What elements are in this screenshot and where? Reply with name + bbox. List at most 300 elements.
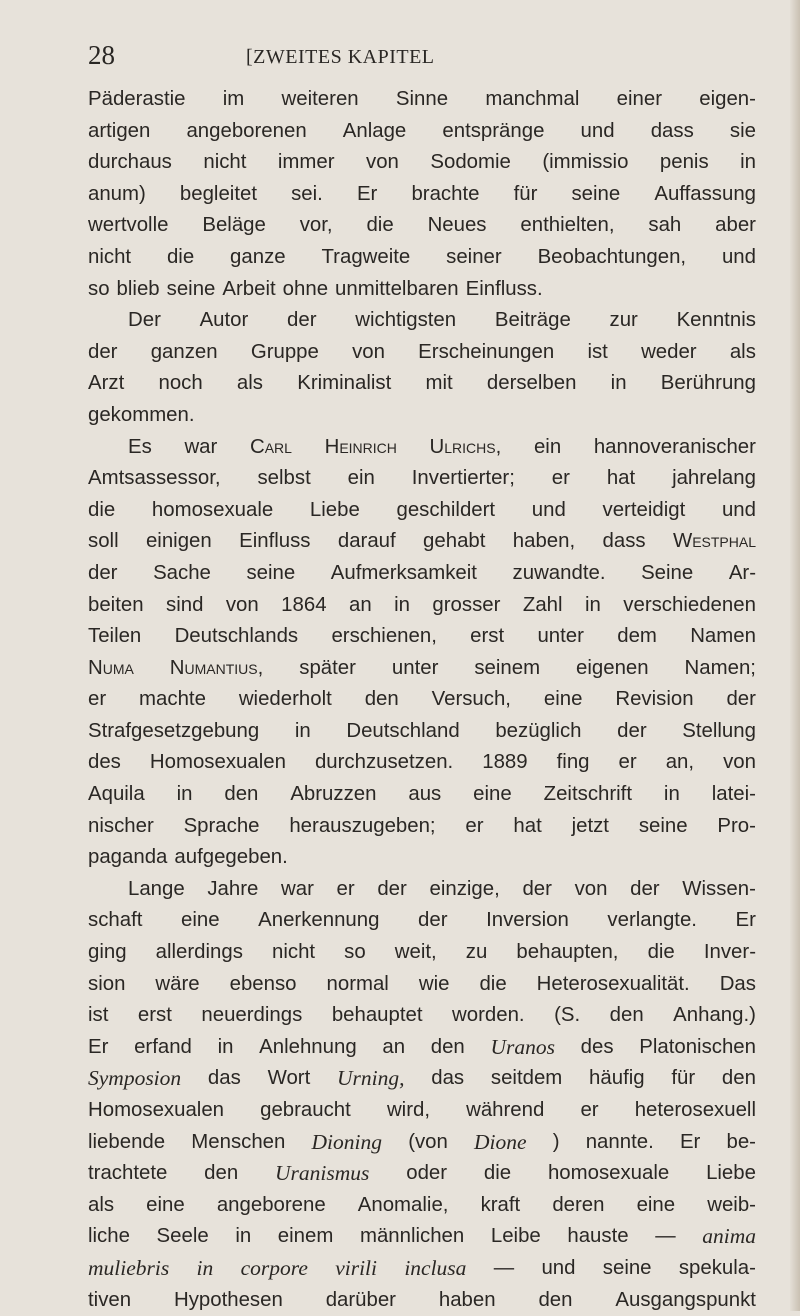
running-head: [ZWEITES KAPITEL — [246, 46, 435, 68]
word: von — [366, 151, 399, 174]
word: in — [394, 593, 410, 616]
text-line — [88, 84, 756, 116]
word: mit — [425, 372, 453, 395]
word: Seele — [156, 1225, 209, 1248]
word: er — [618, 751, 637, 774]
word: den — [721, 1067, 756, 1090]
word: wiederholt — [238, 688, 332, 711]
word: Versuch, — [431, 688, 511, 711]
word: Er — [356, 182, 378, 205]
word: er — [580, 1099, 599, 1121]
word: ging — [88, 941, 127, 964]
word: eine — [636, 1193, 676, 1216]
word: allerdings — [155, 941, 243, 964]
text-line — [88, 1221, 756, 1253]
word: eine — [180, 909, 220, 932]
word: Strafgesetzgebung — [88, 719, 260, 742]
word: haben, — [512, 530, 576, 553]
text-line — [88, 590, 756, 622]
word: Einfluss — [239, 530, 311, 553]
page-edge-shadow — [790, 0, 800, 1311]
word: eine — [473, 783, 512, 806]
word: unter — [391, 656, 439, 679]
word: ein — [347, 467, 375, 490]
word: nicht — [272, 941, 316, 964]
word: Autor — [199, 309, 249, 332]
word: latei- — [711, 783, 756, 806]
word: wichtigsten — [355, 309, 457, 332]
word: bezüglich — [495, 719, 582, 742]
word: noch — [158, 372, 203, 395]
word: spekula- — [678, 1256, 756, 1279]
text-line — [88, 1095, 756, 1127]
word: von — [352, 340, 385, 363]
word: Numantius, — [169, 656, 264, 679]
word: Ausgangspunkt — [615, 1288, 756, 1311]
word: Menschen — [191, 1130, 286, 1153]
word: Abruzzen — [290, 783, 377, 806]
word: Symposion — [88, 1066, 182, 1091]
word: jetzt — [571, 814, 609, 837]
word: nicht — [203, 151, 247, 174]
word: in — [584, 593, 601, 616]
word: weib- — [707, 1193, 756, 1216]
word: als — [729, 340, 756, 363]
word: Einfluss. — [465, 277, 543, 300]
word: trachtete — [88, 1162, 168, 1185]
word: verschiedenen — [623, 593, 756, 616]
word: Deutschland — [346, 719, 460, 742]
word: Zahl — [522, 593, 563, 616]
word: in — [176, 783, 193, 806]
word: artigen — [88, 119, 151, 142]
word: Arzt — [88, 372, 125, 395]
word: Numa — [88, 656, 134, 679]
word: der — [522, 877, 552, 900]
word: gekommen. — [88, 403, 195, 426]
word: sion — [88, 972, 126, 995]
word: Urning, — [337, 1066, 405, 1091]
word: (immissio — [542, 151, 629, 174]
word: Lange — [128, 877, 185, 900]
word: des — [580, 1035, 614, 1058]
text-line — [88, 179, 756, 211]
text-line — [88, 905, 756, 937]
word: Leibe — [490, 1225, 541, 1248]
word: Kriminalist — [297, 372, 392, 395]
word: das — [431, 1067, 465, 1090]
word: den — [430, 1035, 465, 1058]
word: so — [88, 277, 110, 300]
text-line — [88, 811, 756, 843]
word: Wissen- — [682, 877, 756, 900]
word: verlangte. — [607, 909, 697, 932]
word: darüber — [325, 1288, 396, 1311]
word: nannte. — [585, 1130, 654, 1153]
word: brachte — [411, 182, 480, 205]
word: zu — [465, 941, 488, 964]
word: Dioning — [311, 1129, 383, 1154]
word: Teilen — [88, 625, 142, 648]
word: — — [493, 1256, 515, 1279]
word: hauste — [567, 1225, 629, 1248]
text-line — [88, 716, 756, 748]
word: anum) — [88, 182, 146, 205]
word: ein — [533, 435, 562, 458]
word: oder — [406, 1162, 448, 1185]
word: Aquila — [88, 783, 145, 806]
word: als — [236, 372, 263, 395]
word: (von — [408, 1130, 448, 1153]
word: nischer — [88, 814, 154, 837]
word: ist — [587, 340, 608, 363]
word: zuwandte. — [512, 561, 606, 584]
word: er — [465, 814, 484, 837]
page-number: 28 — [88, 40, 115, 70]
word: nicht — [88, 245, 132, 268]
text-line — [88, 1158, 756, 1190]
word: die — [647, 941, 675, 964]
word: Namen; — [684, 656, 756, 679]
text-line — [88, 747, 756, 779]
word: den — [364, 688, 399, 711]
word: liebende — [88, 1130, 166, 1153]
word: und — [721, 498, 756, 521]
text-line — [88, 368, 756, 400]
word: Homosexualen — [149, 751, 286, 774]
word: gehabt — [423, 530, 486, 553]
word: normal — [326, 972, 389, 995]
word: in — [217, 1035, 234, 1058]
word: entspränge — [442, 119, 545, 142]
word: in — [196, 1255, 214, 1280]
word: die — [88, 498, 116, 521]
word: war — [184, 435, 218, 458]
word: seitdem — [490, 1067, 563, 1090]
body-text — [88, 84, 756, 1316]
word: liche — [88, 1225, 130, 1248]
word: dem — [617, 625, 657, 648]
word: Stellung — [682, 719, 756, 742]
word: aus — [408, 783, 442, 806]
word: Neues — [427, 214, 487, 237]
word: Homosexualen — [88, 1099, 225, 1121]
word: Hypothesen — [173, 1288, 283, 1311]
word: homosexuale — [547, 1162, 670, 1185]
text-line — [88, 653, 756, 685]
word: den — [224, 783, 259, 806]
text-line — [88, 937, 756, 969]
word: einigen — [145, 530, 212, 553]
word: so — [344, 941, 366, 964]
word: Inver- — [703, 941, 756, 964]
word: be- — [726, 1130, 756, 1153]
word: eine — [543, 688, 583, 711]
word: Sache — [153, 561, 211, 584]
word: als — [88, 1193, 115, 1216]
word: Anerkennung — [258, 909, 380, 932]
word: von — [574, 877, 608, 900]
word: unter — [537, 625, 584, 648]
word: Liebe — [706, 1162, 756, 1185]
word: Anomalie, — [357, 1193, 449, 1216]
word: die — [366, 214, 394, 237]
word: Beobachtungen, — [537, 245, 687, 268]
word: angeborenen — [186, 119, 307, 142]
word: für — [513, 182, 538, 205]
word: die — [479, 972, 507, 995]
word: und — [580, 119, 615, 142]
word: Anlage — [342, 119, 407, 142]
word: fing — [556, 751, 590, 774]
word: wird, — [386, 1099, 430, 1121]
word: Uranismus — [275, 1161, 370, 1186]
word: Pro- — [717, 814, 756, 837]
text-line — [88, 400, 756, 432]
word: soll — [88, 530, 119, 553]
word: ) — [552, 1130, 560, 1153]
word: die — [166, 245, 195, 268]
word: virili — [335, 1255, 377, 1280]
word: seine — [638, 814, 688, 837]
word: und — [531, 498, 566, 521]
word: geschildert — [396, 498, 496, 521]
word: inclusa — [404, 1255, 467, 1280]
text-line — [88, 432, 756, 464]
word: er — [88, 688, 107, 711]
word: Ar- — [728, 561, 756, 584]
word: immer — [277, 151, 335, 174]
word: Liebe — [309, 498, 360, 521]
text-line — [88, 274, 756, 306]
word: während — [466, 1099, 545, 1121]
word: heterosexuell — [634, 1099, 756, 1121]
word: darauf — [337, 530, 396, 553]
word: in — [235, 1225, 252, 1248]
text-line — [88, 684, 756, 716]
word: er — [336, 877, 355, 900]
word: an — [348, 593, 372, 616]
word: der — [726, 688, 756, 711]
word: muliebris — [88, 1255, 170, 1280]
word: Ulrichs, — [429, 435, 502, 458]
word: in — [294, 719, 311, 742]
text-line — [88, 1127, 756, 1159]
word: für — [671, 1067, 696, 1090]
word: Das — [719, 972, 756, 995]
word: sei. — [291, 182, 323, 205]
word: vor, — [299, 214, 333, 237]
word: des — [88, 751, 121, 774]
word: Erscheinungen — [418, 340, 555, 363]
text-line — [88, 526, 756, 558]
word: Sinne — [395, 88, 449, 110]
word: Sodomie — [430, 151, 511, 174]
word: Westphal — [672, 530, 756, 553]
word: homosexuale — [151, 498, 274, 521]
word: dass — [602, 530, 646, 553]
word: Der — [128, 309, 161, 332]
word: der — [418, 909, 448, 932]
word: corpore — [240, 1255, 308, 1280]
word: schaft — [88, 909, 143, 932]
word: eigen- — [699, 88, 756, 110]
word: anima — [702, 1224, 756, 1249]
word: Arbeit — [222, 277, 276, 300]
word: den — [538, 1288, 573, 1311]
word: ohne — [282, 277, 329, 300]
word: ebenso — [229, 972, 297, 995]
word: in — [740, 151, 756, 174]
word: einer — [616, 88, 662, 110]
word: selbst — [257, 467, 311, 490]
word: Dione — [474, 1129, 527, 1154]
word: durchzusetzen. — [314, 751, 454, 774]
page-header — [0, 38, 800, 72]
word: weit, — [394, 941, 437, 964]
word: Er — [735, 909, 756, 932]
word: sie — [729, 119, 756, 142]
word: worden. — [452, 1004, 525, 1027]
word: ist — [88, 1004, 109, 1027]
word: Uranos — [490, 1034, 555, 1059]
word: Berührung — [660, 372, 756, 395]
text-line — [88, 1190, 756, 1222]
word: manchmal — [485, 88, 580, 110]
text-line — [88, 621, 756, 653]
word: Platonischen — [639, 1035, 756, 1058]
text-line — [88, 242, 756, 274]
word: Gruppe — [250, 340, 319, 363]
text-line — [88, 1253, 756, 1285]
word: paganda — [88, 846, 168, 869]
word: tiven — [88, 1288, 132, 1311]
text-line — [88, 147, 756, 179]
word: Beiträge — [494, 309, 571, 332]
word: von — [225, 593, 259, 616]
text-line — [88, 969, 756, 1001]
word: seine — [571, 182, 621, 205]
word: Beläge — [202, 214, 266, 237]
word: Päderastie — [88, 88, 186, 110]
word: haben — [438, 1288, 496, 1311]
word: kraft — [480, 1193, 521, 1216]
word: verteidigt — [602, 498, 686, 521]
word: zur — [609, 309, 638, 332]
word: Anhang.) — [673, 1004, 756, 1027]
word: Tragweite — [321, 245, 411, 268]
word: beiten — [88, 593, 144, 616]
word: erfand — [134, 1035, 192, 1058]
word: männlichen — [359, 1225, 465, 1248]
text-line — [88, 463, 756, 495]
word: Aufmerksamkeit — [330, 561, 477, 584]
word: der — [630, 877, 660, 900]
word: sah — [648, 214, 682, 237]
word: machte — [139, 688, 206, 711]
text-line — [88, 1063, 756, 1095]
word: Inversion — [486, 909, 569, 932]
word: Er — [88, 1035, 109, 1058]
word: Invertierter; — [411, 467, 515, 490]
word: seiner — [446, 245, 502, 268]
word: enthielten, — [520, 214, 615, 237]
text-line — [88, 337, 756, 369]
word: hannoveranischer — [593, 435, 756, 458]
word: Revision — [615, 688, 694, 711]
word: erst — [470, 625, 505, 648]
word: gebraucht — [260, 1099, 351, 1121]
text-line — [88, 1285, 756, 1316]
word: 1889 — [482, 751, 528, 774]
text-line — [88, 305, 756, 337]
word: deren — [552, 1193, 605, 1216]
word: erschienen, — [331, 625, 437, 648]
word: herauszugeben; — [289, 814, 436, 837]
word: begleitet — [179, 182, 257, 205]
text-line — [88, 210, 756, 242]
word: Heinrich — [324, 435, 397, 458]
word: der — [287, 309, 317, 332]
word: seine — [166, 277, 216, 300]
word: das — [207, 1067, 241, 1090]
word: Carl — [249, 435, 292, 458]
word: neuerdings — [201, 1004, 303, 1027]
word: an — [382, 1035, 406, 1058]
word: an, — [665, 751, 695, 774]
word: in — [663, 783, 680, 806]
text-line — [88, 842, 756, 874]
word: Namen — [690, 625, 756, 648]
word: eine — [146, 1193, 185, 1216]
word: durchaus — [88, 151, 172, 174]
word: derselben — [486, 372, 577, 395]
word: wie — [418, 972, 450, 995]
text-line — [88, 495, 756, 527]
word: einem — [277, 1225, 334, 1248]
word: in — [610, 372, 627, 395]
word: Es — [128, 435, 152, 458]
word: er — [551, 467, 570, 490]
word: der — [88, 561, 118, 584]
word: unmittelbaren — [335, 277, 459, 300]
word: penis — [659, 151, 709, 174]
word: der — [617, 719, 647, 742]
text-line — [88, 558, 756, 590]
word: hat — [606, 467, 636, 490]
word: dass — [650, 119, 694, 142]
word: die — [483, 1162, 512, 1185]
word: blieb — [116, 277, 160, 300]
text-line — [88, 874, 756, 906]
word: der — [377, 877, 407, 900]
word: grosser — [432, 593, 501, 616]
word: (S. — [554, 1004, 581, 1027]
word: aber — [715, 214, 756, 237]
text-line — [88, 1032, 756, 1064]
word: und — [721, 245, 756, 268]
word: weder — [641, 340, 697, 363]
word: Zeitschrift — [543, 783, 633, 806]
text-line — [88, 779, 756, 811]
word: seine — [246, 561, 296, 584]
text-line — [88, 1000, 756, 1032]
word: Auffassung — [654, 182, 756, 205]
word: eigenen — [576, 656, 649, 679]
word: angeborene — [216, 1193, 326, 1216]
word: erst — [137, 1004, 172, 1027]
word: ganze — [230, 245, 286, 268]
